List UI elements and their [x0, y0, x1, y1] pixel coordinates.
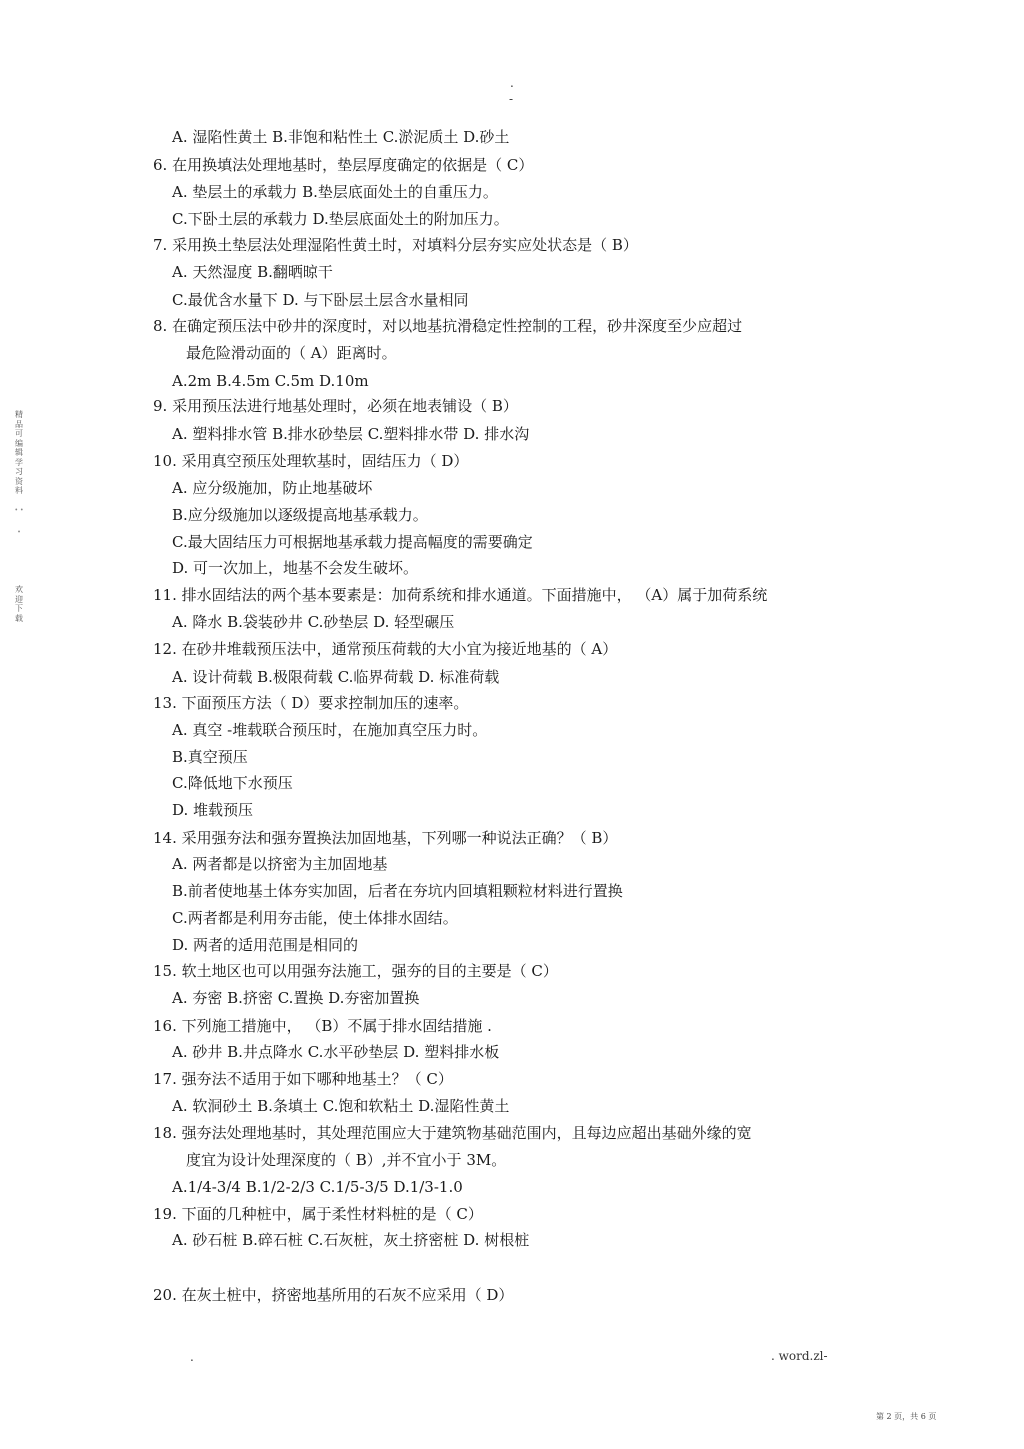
- text-line: A. 垫层土的承载力 B.垫层底面处土的自重压力。: [172, 183, 498, 201]
- text-line: 7. 采用换土垫层法处理湿陷性黄土时，对填料分层夯实应处状态是（ B）: [153, 236, 638, 254]
- text-line: A. 塑料排水管 B.排水砂垫层 C.塑料排水带 D. 排水沟: [172, 425, 530, 443]
- text-line: 度宜为设计处理深度的（ B）,并不宜小于 3M。: [186, 1151, 507, 1169]
- text-line: A. 夯密 B.挤密 C.置换 D.夯密加置换: [172, 989, 420, 1007]
- text-line: D. 可一次加上，地基不会发生破坏。: [172, 559, 419, 577]
- text-line: D. 两者的适用范围是相同的: [172, 936, 359, 954]
- sidebar-dots: • • •: [14, 507, 24, 536]
- text-line: 8. 在确定预压法中砂井的深度时，对以地基抗滑稳定性控制的工程，砂井深度至少应超过: [153, 317, 743, 335]
- header-dash: -: [509, 92, 514, 106]
- text-line: A. 应分级施加，防止地基破坏: [172, 479, 373, 497]
- text-line: 最危险滑动面的（ A）距离时。: [186, 344, 397, 362]
- header-dot: .: [510, 76, 514, 90]
- text-line: C.最大固结压力可根据地基承载力提高幅度的需要确定: [172, 533, 533, 551]
- footer-right: . word.zl-: [771, 1349, 828, 1363]
- text-line: A.2m B.4.5m C.5m D.10m: [172, 372, 369, 390]
- text-line: A. 两者都是以挤密为主加固地基: [172, 855, 388, 873]
- text-line: 12. 在砂井堆载预压法中，通常预压荷载的大小宜为接近地基的（ A）: [153, 640, 618, 658]
- text-line: 11. 排水固结法的两个基本要素是：加荷系统和排水通道。下面措施中， （A）属于加荷系统: [153, 586, 768, 604]
- sidebar-text-top: 精品可编辑学习资料: [15, 410, 23, 495]
- text-line: 13. 下面预压方法（ D）要求控制加压的速率。: [153, 694, 469, 712]
- text-line: 10. 采用真空预压处理软基时，固结压力（ D）: [153, 452, 469, 470]
- text-line: C.降低地下水预压: [172, 774, 293, 792]
- text-line: A. 设计荷载 B.极限荷载 C.临界荷载 D. 标准荷载: [172, 668, 500, 686]
- text-line: A. 降水 B.袋装砂井 C.砂垫层 D. 轻型碾压: [172, 613, 455, 631]
- text-line: 6. 在用换填法处理地基时，垫层厚度确定的依据是（ C）: [153, 156, 534, 174]
- text-line: B.真空预压: [172, 748, 248, 766]
- text-line: A. 天然湿度 B.翻晒晾干: [172, 263, 333, 281]
- text-line: A. 湿陷性黄土 B.非饱和粘性土 C.淤泥质土 D.砂土: [172, 128, 510, 146]
- text-line: D. 堆载预压: [172, 801, 254, 819]
- text-line: B.前者使地基土体夯实加固，后者在夯坑内回填粗颗粒材料进行置换: [172, 882, 623, 900]
- text-line: C.最优含水量下 D. 与下卧层土层含水量相同: [172, 291, 469, 309]
- text-line: 19. 下面的几种桩中，属于柔性材料桩的是（ C）: [153, 1205, 483, 1223]
- text-line: B.应分级施加以逐级提高地基承载力。: [172, 506, 428, 524]
- sidebar-text-bottom: 欢迎下载: [15, 585, 23, 623]
- text-line: A.1/4-3/4 B.1/2-2/3 C.1/5-3/5 D.1/3-1.0: [172, 1178, 463, 1196]
- text-line: 16. 下列施工措施中， （B）不属于排水固结措施 .: [153, 1017, 492, 1035]
- text-line: C.两者都是利用夯击能，使土体排水固结。: [172, 909, 458, 927]
- text-line: 17. 强夯法不适用于如下哪种地基土？（ C）: [153, 1070, 453, 1088]
- text-line: C.下卧土层的承载力 D.垫层底面处土的附加压力。: [172, 210, 509, 228]
- text-line: A. 真空 -堆载联合预压时，在施加真空压力时。: [172, 721, 488, 739]
- text-line: 14. 采用强夯法和强夯置换法加固地基，下列哪一种说法正确？（ B）: [153, 829, 618, 847]
- text-line: A. 砂井 B.井点降水 C.水平砂垫层 D. 塑料排水板: [172, 1043, 500, 1061]
- text-line: 15. 软土地区也可以用强夯法施工，强夯的目的主要是（ C）: [153, 962, 558, 980]
- text-line: A. 砂石桩 B.碎石桩 C.石灰桩，灰土挤密桩 D. 树根桩: [172, 1231, 530, 1249]
- text-line: A. 软洞砂土 B.条填土 C.饱和软粘土 D.湿陷性黄土: [172, 1097, 510, 1115]
- text-line: 20. 在灰土桩中，挤密地基所用的石灰不应采用（ D）: [153, 1286, 514, 1304]
- text-line: 9. 采用预压法进行地基处理时，必须在地表铺设（ B）: [153, 397, 518, 415]
- text-line: 18. 强夯法处理地基时，其处理范围应大于建筑物基础范围内，且每边应超出基础外缘的宽: [153, 1124, 752, 1142]
- footer-left: .: [190, 1350, 194, 1364]
- page-number: 第 2 页，共 6 页: [876, 1412, 937, 1421]
